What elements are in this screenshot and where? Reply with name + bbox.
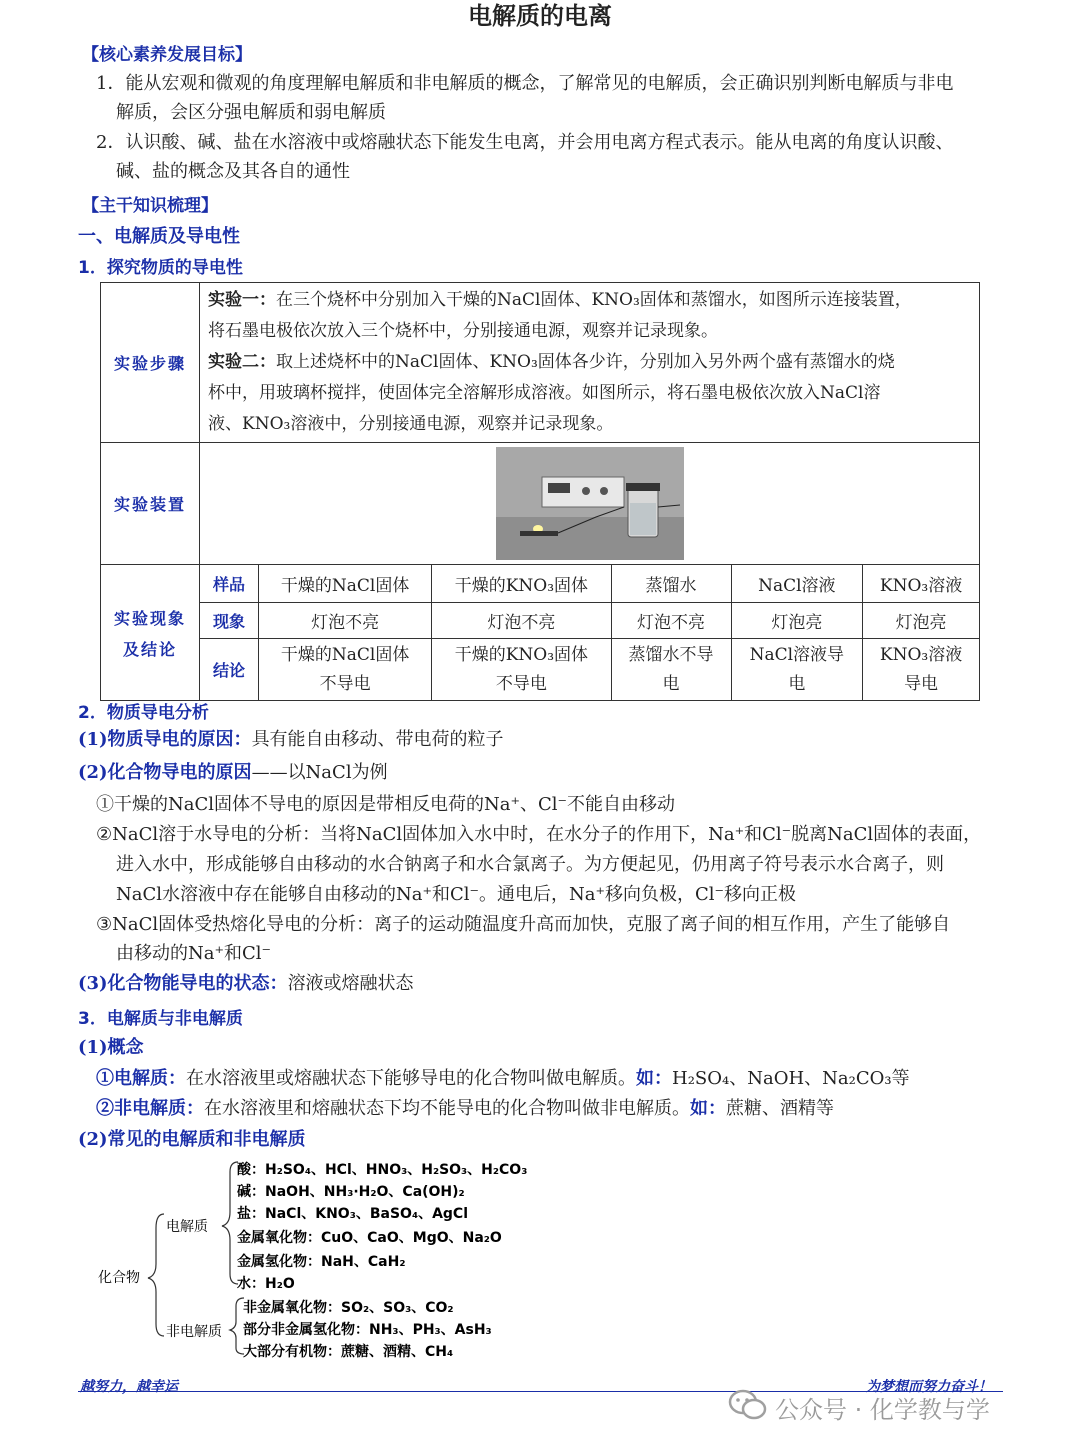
definition-electrolyte: ①电解质：在水溶液里或熔融状态下能够导电的化合物叫做电解质。如：H₂SO₄、NaOH、Na₂CO₃等 [96, 1068, 910, 1089]
sample-cell: 干燥的KNO₃固体 [432, 565, 611, 603]
sample-cell: KNO₃溶液 [863, 565, 980, 603]
phenomenon-cell: 灯泡亮 [731, 603, 863, 639]
analysis-1: ①干燥的NaCl固体不导电的原因是带相反电荷的Na⁺、Cl⁻不能自由移动 [96, 794, 676, 815]
para-4-head: (1)概念 [78, 1037, 144, 1058]
apparatus-photo [496, 447, 684, 560]
classification-diagram [80, 1156, 560, 1366]
tree-item: 水：H₂O [237, 1276, 295, 1292]
tree-item: 碱：NaOH、NH₃·H₂O、Ca(OH)₂ [237, 1184, 465, 1200]
steps-label: 实验步骤 [101, 283, 200, 443]
device-label: 实验装置 [101, 443, 200, 565]
row-label-phenomenon: 现象 [200, 603, 259, 639]
sample-cell: NaCl溶液 [731, 565, 863, 603]
step-line: 实验二：取上述烧杯中的NaCl固体、KNO₃固体各少许，分别加入另外两个盛有蒸馏水的烧 [208, 352, 895, 372]
phenomenon-cell: 灯泡不亮 [611, 603, 731, 639]
tree-item: 金属氢化物：NaH、CaH₂ [237, 1254, 406, 1270]
page-title: 电解质的电离 [468, 1, 612, 30]
step-line: 实验一：在三个烧杯中分别加入干燥的NaCl固体、KNO₃固体和蒸馏水，如图所示连接装置， [208, 290, 912, 310]
knowledge-tag: 【主干知识梳理】 [82, 196, 218, 216]
analysis-3-line-1: ③NaCl固体受热熔化导电的分析：离子的运动随温度升高而加快，克服了离子间的相互作用，产生了能够自 [96, 914, 951, 935]
goal-2-line-2: 碱、盐的概念及其各自的通性 [116, 161, 350, 182]
goal-1-line-2: 解质，会区分强电解质和弱电解质 [116, 102, 386, 123]
analysis-2-line-1: ②NaCl溶于水导电的分析：当将NaCl固体加入水中时，在水分子的作用下，Na⁺和Cl⁻脱离NaCl固体的表面， [96, 824, 982, 845]
goals-tag: 【核心素养发展目标】 [82, 45, 252, 65]
subsection-heading-1: 1．探究物质的导电性 [78, 258, 243, 278]
tree-item: 非金属氧化物：SO₂、SO₃、CO₂ [243, 1300, 454, 1316]
experiment-table [100, 282, 980, 701]
step-line: 将石墨电极依次放入三个烧杯中，分别接通电源，观察并记录现象。 [208, 321, 718, 341]
row-label-sample: 样品 [200, 565, 259, 603]
tree-root: 化合物 [98, 1270, 140, 1286]
analysis-3-line-2: 由移动的Na⁺和Cl⁻ [116, 943, 272, 964]
watermark: 公众号 · 化学教与学 [775, 1396, 990, 1424]
phenomenon-cell: 灯泡不亮 [432, 603, 611, 639]
conclusion-cell: NaCl溶液导 电 [731, 639, 863, 701]
tree-item: 盐：NaCl、KNO₃、BaSO₄、AgCl [237, 1206, 468, 1222]
row-label-conclusion: 结论 [200, 639, 259, 701]
phenomenon-cell: 灯泡亮 [863, 603, 980, 639]
step-line: 杯中，用玻璃杯搅拌，使固体完全溶解形成溶液。如图所示，将石墨电极依次放入NaCl溶 [208, 383, 881, 403]
tree-non-electrolyte: 非电解质 [166, 1324, 222, 1340]
device-photo-cell [200, 443, 980, 565]
conclusion-cell: 干燥的NaCl固体 不导电 [259, 639, 432, 701]
sample-cell: 干燥的NaCl固体 [259, 565, 432, 603]
step-line: 液、KNO₃溶液中，分别接通电源，观察并记录现象。 [208, 414, 614, 434]
result-label: 实验现象 及结论 [101, 565, 200, 701]
subsection-heading-2: 2．物质导电分析 [78, 703, 209, 723]
definition-non-electrolyte: ②非电解质：在水溶液里和熔融状态下均不能导电的化合物叫做非电解质。如：蔗糖、酒精等 [96, 1098, 834, 1119]
footer-left: 越努力，越幸运 [80, 1379, 178, 1395]
tree-item: 部分非金属氢化物：NH₃、PH₃、AsH₃ [243, 1322, 492, 1338]
tree-item: 大部分有机物：蔗糖、酒精、CH₄ [243, 1344, 454, 1360]
wechat-icon [728, 1388, 768, 1422]
para-3: (3)化合物能导电的状态：溶液或熔融状态 [78, 973, 414, 994]
phenomenon-cell: 灯泡不亮 [259, 603, 432, 639]
tree-item: 金属氧化物：CuO、CaO、MgO、Na₂O [237, 1230, 502, 1246]
section-heading-1: 一、电解质及导电性 [78, 226, 240, 247]
analysis-2-line-2: 进入水中，形成能够自由移动的水合钠离子和水合氯离子。为方便起见，仍用离子符号表示水合离子，则 [116, 854, 944, 875]
goal-2-line-1: 2．认识酸、碱、盐在水溶液中或熔融状态下能发生电离，并会用电离方程式表示。能从电离的角度认识酸、 [96, 132, 954, 153]
analysis-2-line-3: NaCl水溶液中存在能够自由移动的Na⁺和Cl⁻。通电后，Na⁺移向负极，Cl⁻移向正极 [116, 884, 797, 905]
tree-electrolyte: 电解质 [166, 1219, 208, 1235]
conclusion-cell: 干燥的KNO₃固体 不导电 [432, 639, 611, 701]
footer-right: 为梦想而努力奋斗！ [866, 1379, 992, 1395]
conclusion-cell: KNO₃溶液 导电 [863, 639, 980, 701]
para-1: (1)物质导电的原因：具有能自由移动、带电荷的粒子 [78, 729, 504, 750]
conclusion-cell: 蒸馏水不导 电 [611, 639, 731, 701]
apparatus-image [496, 447, 684, 560]
para-2: (2)化合物导电的原因——以NaCl为例 [78, 762, 388, 783]
steps-cell [200, 283, 980, 443]
para-5-head: (2)常见的电解质和非电解质 [78, 1129, 306, 1150]
tree-item: 酸：H₂SO₄、HCl、HNO₃、H₂SO₃、H₂CO₃ [237, 1162, 528, 1178]
goal-1-line-1: 1．能从宏观和微观的角度理解电解质和非电解质的概念，了解常见的电解质，会正确识别判断电解质与非电 [96, 73, 954, 94]
sample-cell: 蒸馏水 [611, 565, 731, 603]
subsection-heading-3: 3．电解质与非电解质 [78, 1009, 243, 1029]
